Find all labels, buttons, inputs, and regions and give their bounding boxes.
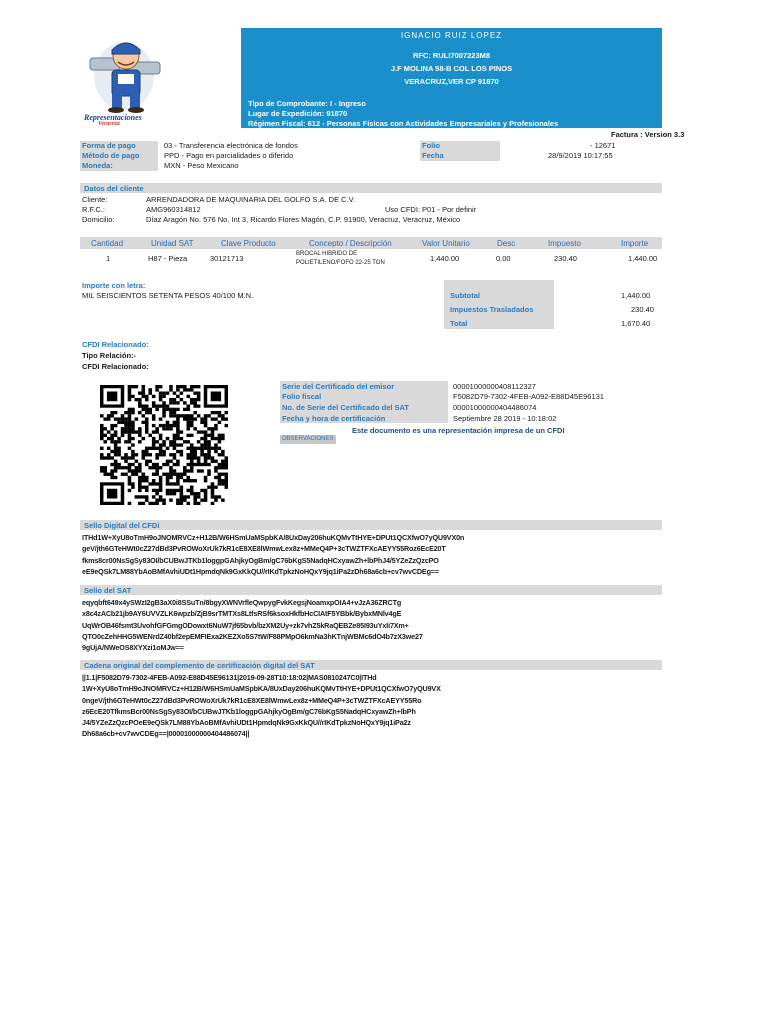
total-value: 1,670.40 (621, 319, 651, 328)
sello-sat-bar (80, 585, 662, 595)
fecha-value: 28/9/2019 10:17:55 (548, 151, 613, 160)
sello-cfdi-title: Sello Digital del CFDi (84, 521, 160, 530)
fecha-label: Fecha (422, 151, 444, 160)
moneda-label: Moneda: (82, 161, 113, 170)
total-label: Total (450, 319, 468, 328)
svg-text:Veracruz: Veracruz (98, 121, 121, 126)
cfdi-rel-title: CFDI Relacionado: (82, 340, 149, 349)
observaciones-badge (280, 435, 336, 444)
rfc-label: R.F.C.: (82, 205, 105, 214)
cliente-label: Cliente: (82, 195, 108, 204)
col-clave: Clave Producto (221, 239, 276, 248)
importe-letra-value: MIL SEISCIENTOS SETENTA PESOS 40/100 M.N. (82, 291, 254, 300)
serie-sat-value: 00001000000404486074 (453, 403, 537, 412)
uso-cfdi-value: P01 - Por definir (422, 205, 477, 214)
domicilio-label: Domicilio: (82, 215, 115, 224)
col-desc: Desc (497, 239, 516, 248)
client-section-title: Datos del cliente (84, 184, 144, 193)
lugar-expedicion: Lugar de Expedición: 91870 (248, 109, 348, 118)
cadena-line: 1W+XyU8oTmH9oJNOMRVCz+H12B/W6HSmUaMSpbKA/8UxDay206huKQMvTtHYE+DPUt1QCXfwO7yQU9VX (82, 684, 441, 694)
sello-cfdi-text (82, 532, 662, 577)
row-concepto-1: BROCAL HIBRIDO DE (296, 251, 358, 257)
representacion-note: Este documento es una representación impresa de un CFDI (352, 426, 565, 435)
sello-sat-line: eqyqbft649x4ySWzI2gB3aX0i8SSuTn/8bgyXWNVrfleQwpygFvkKegsjNoamxpOIA4+vJzA36ZRCTg (82, 598, 402, 607)
cadena-line: 0ngeV/jth6GTeHWt0cZ27dBd3PvROWoXrUk7kR1cE8XE8lWmwLex8z+MMeQ4P+3cTWZTFXcAEYY55Ro (82, 695, 422, 705)
sello-sat-line: x8c4zACb21jb9AY6UVVZLK6wpzb/ZjB9srTMTXs8LtfsRSf6ksoxHkfbHcCIAtF5YBbk/BybxMNlv4gE (82, 609, 402, 619)
serie-emisor-value: 00001000000408112327 (453, 382, 536, 391)
row-clave: 30121713 (210, 254, 244, 263)
serie-emisor-label: Serie del Certificado del emisor (282, 382, 395, 391)
qr-code-icon (100, 385, 228, 505)
issuer-address-2: VERACRUZ,VER CP 91870 (404, 77, 499, 86)
row-concepto-2: POLIETILENO/FOFO 22-25 TON (296, 260, 385, 266)
sello-cfdi-line: eE9eQSk7LM88YbAoBMfAvhiUDt1HpmdqNk9GxKkQU//rIKdTpkzNoHQxY9jq1iPa2zDh68a6cb+cv7wvCDEg== (82, 566, 439, 576)
tipo-comprobante: Tipo de Comprobante: I - Ingreso (248, 99, 366, 108)
sello-sat-line: QTO0cZehHHG5WENrdZ40bf2epEMFIExa2KEZXo5S7tW/F88PMpO6kmNa3hKTnjWBMc6dO4b7zX3we27 (82, 631, 423, 641)
col-cantidad: Cantidad (91, 239, 124, 248)
sello-cfdi-line: fkms8cr00NsSgSy83OI/bCUBwJTKb1loggpGAhjkyOgBm/gC76bKgS5NadqHCxyawZh+lbPhJ4/5YZeZzQzcPO (82, 555, 439, 565)
folio-label: Folio (422, 141, 440, 150)
fecha-cert-value: Septiembre 28 2019 - 10:18:02 (453, 414, 557, 423)
sello-cfdi-line: ITHd1W+XyU8oTmH9oJNOMRVCz+H12B/W6HSmUaMSpbKA/8UxDay206huKQMvTtHYE+DPUt1QCXfwO7yQU9VX0n (82, 533, 465, 542)
cfdi-rel-value: CFDI Relacionado: (82, 362, 149, 371)
sello-sat-title: Sello del SAT (84, 586, 132, 595)
metodo-pago-label: Método de pago (82, 151, 140, 160)
impuestos-value: 230.40 (631, 305, 654, 314)
issuer-address-1: J.F MOLINA 58-B COL LOS PINOS (390, 64, 513, 73)
observaciones-label: OBSERVACIONES (282, 436, 334, 442)
mascot-plumber-icon (82, 34, 168, 126)
col-valor: Valor Unitario (422, 239, 470, 248)
cadena-bar (80, 660, 662, 670)
uso-cfdi-label: Uso CFDI: (385, 205, 421, 214)
folio-fiscal-label: Folio fiscal (282, 392, 322, 401)
sello-cfdi-line: geV/jth6GTeHWt0cZ27dBd3PvROWoXrUk7kR1cE8XE8lWmwLex8z+MMeQ4P+3cTWZTFXcAEYY55Roz6EcE20T (82, 544, 446, 554)
issuer-rfc: RFC: RULI7007223M8 (412, 51, 491, 60)
cadena-line: ||1.1|F5082D79-7302-4FEB-A092-E88D45E96131|2019-09-28T10:18:02|MAS0810247C0|ITHd (82, 673, 377, 682)
cadena-text (82, 672, 662, 740)
forma-pago-value: 03 - Transferencia electrónica de fondos (164, 141, 298, 150)
svg-text:Representaciones: Representaciones (84, 113, 142, 122)
regimen-fiscal: Régimen Fiscal: 612 - Personas Físicas con Actividades Empresariales y Profesionales (248, 119, 559, 128)
col-importe: Importe (621, 239, 649, 248)
rfc-value: AMG960314812 (146, 205, 201, 214)
row-desc: 0.00 (496, 254, 511, 263)
company-logo (82, 34, 168, 126)
row-cantidad: 1 (106, 254, 111, 263)
folio-value: - 12671 (590, 141, 616, 150)
serie-sat-label: No. de Serie del Certificado del SAT (282, 403, 409, 412)
cadena-line: Dh68a6cb+cv7wvCDEg==|00001000000404486074|| (82, 729, 250, 739)
client-section-bar (80, 183, 662, 193)
fecha-cert-label: Fecha y hora de certificación (282, 414, 386, 423)
folio-fiscal-value: F5082D79-7302-4FEB-A092-E88D45E96131 (453, 392, 604, 401)
sello-sat-text (82, 597, 662, 653)
sello-cfdi-bar (80, 520, 662, 530)
sello-sat-line: UqWrOB46fsmt3UvohfGFGmgODowxt6NuW7jf65bvb/bzXM2Uy+zk7vhZ5kRaQEBZe85I93uYxIi7Xm+ (82, 620, 409, 630)
cadena-line: z6EcE20TfkmsBcr00NsSgSy83OI/bCUBwJTKb1loggpGAhjkyOgBm/gC76bKgS5NadqHCxyawZh+lbPh (82, 706, 416, 716)
cadena-line: J4/5YZeZzQzcPOeE9eQSk7LM88YbAoBMfAvhiUDt1HpmdqNk9GxKkQU//rIKdTpkzNoHQxY9jq1iPa2z (82, 718, 411, 728)
subtotal-label: Subtotal (450, 291, 480, 300)
importe-letra-label: Importe con letra: (82, 281, 146, 290)
row-unidad: H87 - Pieza (148, 254, 188, 263)
cfdi-rel-tipo: Tipo Relación:- (82, 351, 137, 360)
cliente-value: ARRENDADORA DE MAQUINARIA DEL GOLFO S.A. DE C.V. (146, 195, 356, 204)
row-valor: 1,440.00 (430, 254, 460, 263)
impuestos-label: Impuestos Trasladados (450, 305, 534, 314)
issuer-header (241, 28, 662, 128)
forma-pago-label: Forma de pago (82, 141, 136, 150)
cadena-title: Cadena original del complemento de certificación digital del SAT (84, 661, 315, 670)
sello-sat-line: 9gUjA/NWeOS8XYXzi1oMJw== (82, 643, 184, 653)
subtotal-value: 1,440.00 (621, 291, 651, 300)
row-impuesto: 230.40 (554, 254, 577, 263)
col-concepto: Concepto / Descripción (309, 239, 392, 248)
metodo-pago-value: PPD - Pago en parcialidades o diferido (164, 151, 294, 160)
col-unidad: Unidad SAT (151, 239, 194, 248)
domicilio-value: Díaz Aragón No. 576 No. Int 3, Ricardo Flores Magón, C.P. 91900, Veracruz, Veracruz, México (146, 215, 461, 224)
moneda-value: MXN - Peso Mexicano (164, 161, 239, 170)
col-impuesto: Impuesto (548, 239, 581, 248)
row-importe: 1,440.00 (628, 254, 658, 263)
issuer-name: IGNACIO RUIZ LOPEZ (400, 31, 503, 40)
version-label: Factura : Version 3.3 (611, 130, 685, 139)
